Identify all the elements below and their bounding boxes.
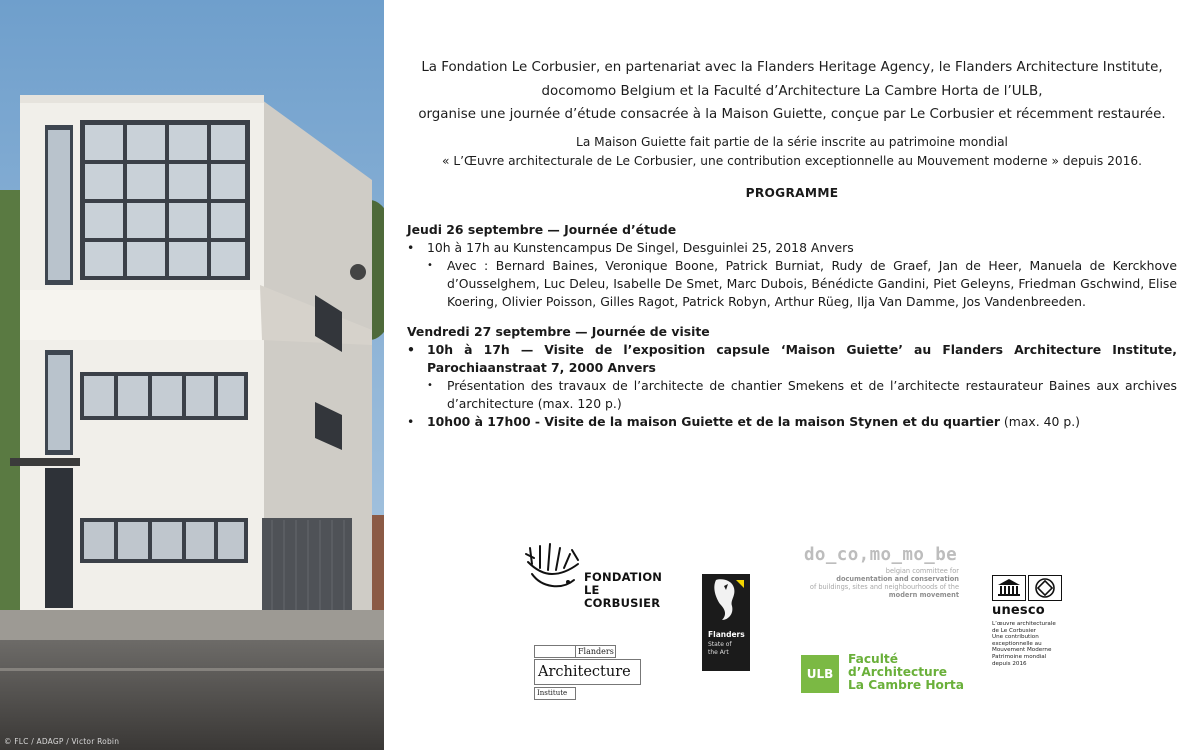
speakers-list: Bernard Baines, Veronique Boone, Patrick Burniat, Rudy de Graef, Jan de Heer, Manuela de Kerckhove d’Ousselghem, Luc Deleu, Isabelle De Smet, Marc Dubois, Bénédicte Gandini, Piet Geleyns, Friedman Gschwind, Elise Koering, Olivier Poisson, Gilles Ragot, Patrick Robyn, Arthur Rüeg, Ilja Van Damme, Jos Vandenbreeden. (447, 258, 1177, 309)
flanders-tagline: the Art (708, 649, 729, 656)
programme (407, 221, 1177, 431)
unesco-name: unesco (992, 603, 1045, 618)
open-hand-icon (522, 540, 584, 598)
intro-line: La Fondation Le Corbusier, en partenariat avec la Flanders Heritage Agency, le Flanders Architecture Institute, (421, 60, 1163, 75)
ulb-line: La Cambre Horta (848, 678, 964, 692)
docomomo-sub: of buildings, sites and neighbourhoods of the (809, 583, 959, 591)
day2-heading: Vendredi 27 septembre — Journée de visite (407, 324, 710, 339)
unesco-desc: depuis 2016 (992, 660, 1027, 667)
unesco-desc: de Le Corbusier (992, 627, 1036, 634)
day1-heading: Jeudi 26 septembre — Journée d’étude (407, 222, 677, 237)
flanders-architecture-institute-logo (534, 645, 642, 703)
ulb-line: Faculté (848, 652, 899, 666)
fai-institute: Institute (534, 687, 576, 700)
day2-item: • 10h à 17h — Visite de l’exposition capsule ‘Maison Guiette’ au Flanders Architecture Institute, Parochiaanstraat 7, 2000 Anvers (407, 341, 1177, 377)
unesco-desc: Une contribution (992, 634, 1039, 641)
docomomo-sub: modern movement (888, 591, 959, 599)
world-heritage-emblem-icon (1029, 576, 1062, 601)
fai-architecture: Architecture (534, 659, 641, 685)
whs-line: « L’Œuvre architecturale de Le Corbusier, une contribution exceptionnelle au Mouvement moderne » depuis 2016. (441, 154, 1142, 168)
intro-paragraph (407, 56, 1177, 127)
unesco-desc: exceptionnelle au (992, 640, 1042, 647)
ulb-line: d’Architecture (848, 665, 947, 679)
unesco-temple-icon (993, 576, 1026, 601)
docomomo-sub: documentation and conservation (836, 575, 959, 583)
unesco-desc: Patrimoine mondial (992, 653, 1047, 660)
flanders-label: Flanders (708, 630, 745, 639)
intro-line: docomomo Belgium et la Faculté d’Architecture La Cambre Horta de l’ULB, (541, 83, 1043, 99)
flemish-lion-icon (702, 574, 750, 626)
unesco-desc: L’œuvre architecturale (992, 621, 1056, 627)
fai-flanders: Flanders (575, 645, 616, 658)
docomomo-wordmark: do_co,mo_mo_be (804, 545, 958, 565)
flc-line: LE CORBUSIER (584, 583, 661, 610)
day2-item2-bold: 10h00 à 17h00 - Visite de la maison Guiette et de la maison Stynen et du quartier (427, 414, 1000, 429)
flanders-tagline: State of (708, 641, 732, 648)
unesco-desc: Mouvement Moderne (992, 647, 1052, 654)
flc-line: FONDATION (584, 570, 663, 584)
intro-line: organise une journée d’étude consacrée à la Maison Guiette, conçue par Le Corbusier et récemment restaurée. (418, 107, 1166, 122)
docomomo-belgium-logo (804, 545, 974, 607)
photo-credit: © FLC / ADAGP / Victor Robin (4, 737, 120, 746)
programme-title: PROGRAMME (745, 186, 839, 200)
day1-speakers (407, 257, 1177, 311)
flanders-state-of-the-art-logo (702, 574, 750, 671)
ulb-badge: ULB (801, 655, 839, 693)
day2-item (407, 413, 1177, 431)
maison-guiette-photo (0, 0, 384, 750)
whs-line: La Maison Guiette fait partie de la série inscrite au patrimoine mondial (576, 135, 1008, 149)
speakers-label: Avec : (447, 258, 489, 273)
world-heritage-note (407, 133, 1177, 171)
docomomo-sub: belgian committee for (885, 567, 959, 575)
unesco-world-heritage-logo (990, 575, 1070, 685)
day2-subitem: • Présentation des travaux de l’architecte de chantier Smekens et de l’architecte restaurateur Baines aux archives d’architecture (max. 120 p.) (407, 377, 1177, 413)
ulb-la-cambre-horta-logo (801, 653, 971, 697)
day2-item2-rest: (max. 40 p.) (999, 414, 1080, 429)
day1-item: • 10h à 17h au Kunstencampus De Singel, Desguinlei 25, 2018 Anvers (407, 239, 1177, 257)
fondation-le-corbusier-logo (522, 540, 672, 610)
